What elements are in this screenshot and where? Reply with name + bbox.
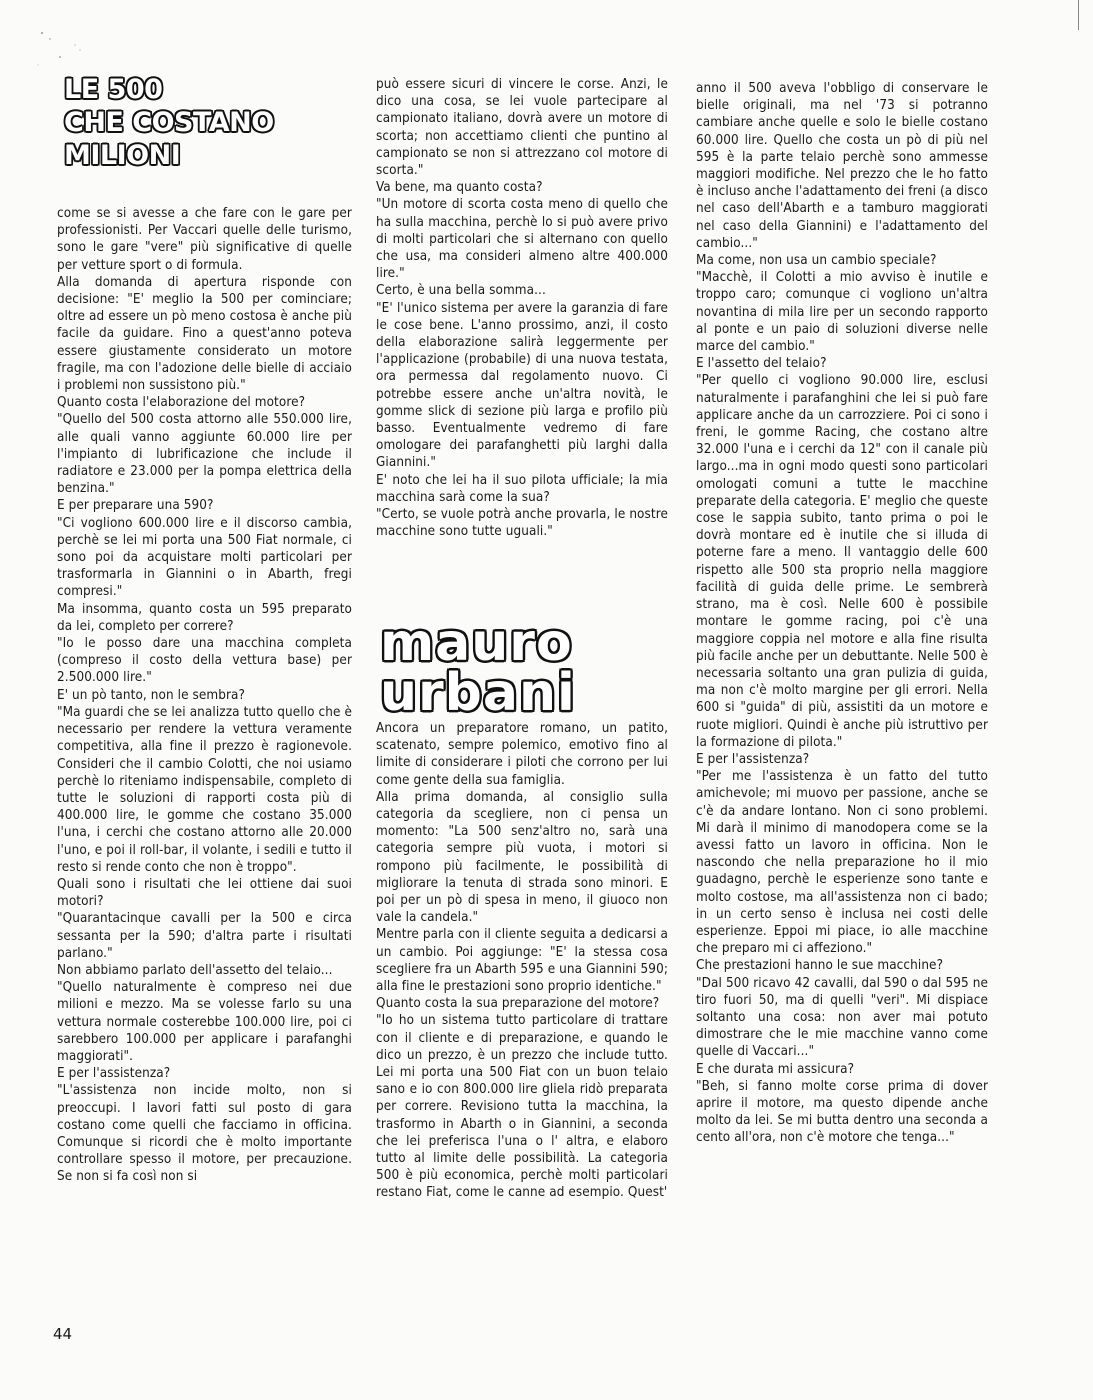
paragraph: Ma insomma, quanto costa un 595 preparato da lei, completo per correre? (57, 601, 352, 634)
paragraph: "Quarantacinque cavalli per la 500 e circa sessanta per la 590; d'altra parte i risultati parlano." (57, 911, 352, 961)
paragraph: Alla prima domanda, al consiglio sulla categoria da scegliere, non ci pensa un momento: "La 500 senz'altro no, sarà una categoria sempre più vuota, i motori si rompono più facilmente, le possibilità di migliorare la tenuta di strada sono minori. E poi per un pò di spesa in meno, il giuoco non vale la candela." (376, 789, 668, 926)
column-2-top (376, 76, 668, 540)
print-specks (20, 15, 100, 75)
paragraph: Alla domanda di apertura risponde con decisione: "E' meglio la 500 per cominciare; oltre ad essere un pò meno costosa è anche più facile da guidare. Fino a quest'anno poteva essere giustamente considerato un motore fragile, ma con l'adozione delle bielle di acciaio i problemi non sussistono più." (57, 274, 352, 394)
paragraph: "Macchè, il Colotti a mio avviso è inutile e troppo caro; comunque ci vogliono un'altra novantina di mila lire per un secondo rapporto al ponte e un paio di soluzioni diverse nelle marce del cambio." (696, 270, 988, 355)
paragraph: Ancora un preparatore romano, un patito, scatenato, sempre polemico, emotivo fino al limite di considerare i piloti che corrono per lui come gente della sua famiglia. (376, 721, 668, 788)
paragraph: può essere sicuri di vincere le corse. Anzi, le dico una cosa, se lei vuole partecipare al campionato italiano, dovrà avere un motore di scorta; non accettiamo clienti che puntino al campionato se non si attrezzano col motore di scorta." (376, 77, 668, 179)
title-line: urbani (380, 663, 576, 723)
paragraph: E' un pò tanto, non le sembra? (57, 687, 246, 703)
paragraph: "L'assistenza non incide molto, non si preoccupi. I lavori fatti sul posto di gara costano come quelli che facciamo in officina. Comunque si ricordi che è molto importante controllare spesso il motore, per precauzione. Se non si fa così non si (57, 1083, 352, 1185)
paragraph: E per preparare una 590? (57, 498, 214, 514)
paragraph: Mentre parla con il cliente seguita a dedicarsi a un cambio. Poi aggiunge: "E' la stessa cosa scegliere fra un Abarth 595 e una Giannini 590; alla fine le prestazioni sono proprio identiche." (376, 927, 668, 995)
paragraph: "Un motore di scorta costa meno di quello che ha sulla macchina, perchè lo si può avere privo di molti particolari che si alternano con quello che usa, ma consideri almeno altre 400.000 lire." (376, 197, 668, 282)
paragraph: Quanto costa l'elaborazione del motore? (57, 395, 306, 411)
paragraph: "Quello del 500 costa attorno alle 550.000 lire, alle quali vanno aggiunte 60.000 lire per l'impianto di lubrificazione che include il radiatore e 23.000 per la pompa elettrica della benzina." (57, 412, 352, 497)
article-title-1 (64, 73, 354, 172)
paragraph: "Io ho un sistema tutto particolare di trattare con il cliente e di preparazione, e quando le dico un prezzo, è un prezzo che include tutto. Lei mi porta una 500 Fiat con un buon telaio sano e io con 800.000 lire gliela ridò preparata per correre. Revisiono tutta la macchina, la trasformo in Abarth o in Giannini, a seconda che lei preferisca l'una o l' altra, e elaboro tutto al limite delle possibilità. La categoria 500 è più economica, perchè molti particolari restano Fiat, come le canne ad esempio. Quest' (376, 1013, 668, 1201)
paragraph: Quanto costa la sua preparazione del motore? (376, 996, 660, 1012)
paragraph: Certo, è una bella somma... (376, 283, 546, 299)
page-edge-mark (1078, 0, 1079, 30)
title-line: CHE COSTANO (64, 107, 274, 138)
title-line: LE 500 (64, 74, 163, 105)
paragraph: E l'assetto del telaio? (696, 356, 827, 372)
paragraph: Va bene, ma quanto costa? (376, 180, 543, 196)
column-3 (696, 80, 988, 1147)
paragraph: E per l'assistenza? (57, 1066, 171, 1082)
paragraph: E che durata mi assicura? (696, 1061, 855, 1077)
paragraph: "Io le posso dare una macchina completa (compreso il costo della vettura base) per 2.500.000 lire." (57, 636, 352, 686)
paragraph: "Per me l'assistenza è un fatto del tutto amichevole; mi muovo per passione, anche se c'è da andare lontano. Non ci sono problemi. Mi darà il minimo di manodopera come se la avessi fatto un lavoro in officina. Non le nascondo che nella preparazione ho il mio guadagno, perchè le esperienze sono tante e molto costose, ma all'assistenza non ci bado; in un certo senso è inclusa nei costi delle esperienze. Eppoi mi piace, io alle macchine che preparo mi ci affeziono." (696, 769, 988, 957)
paragraph: "Certo, se vuole potrà anche provarla, le nostre macchine sono tutte uguali." (376, 507, 668, 540)
article-title-2 (380, 613, 670, 723)
paragraph: Non abbiamo parlato dell'assetto del telaio... (57, 962, 333, 978)
paragraph: anno il 500 aveva l'obbligo di conservare le bielle originali, ma nel '73 si potranno cambiare anche quelle e solo le bielle costano 60.000 lire. Quello che costa un pò di più nel 595 è la parte telaio perchè sono ammesse maggiori modifiche. Nel prezzo che le ho fatto è incluso anche l'adattamento dei freni (a disco nel caso dell'Abarth e a tamburo maggiorati nel caso della Giannini) e l'adattamento del cambio..." (696, 81, 988, 251)
paragraph: come se si avesse a che fare con le gare per professionisti. Per Vaccari quelle delle turismo, sono le gare "vere" più significative di quelle per vetture sport o di formula. (57, 206, 352, 273)
paragraph: "Dal 500 ricavo 42 cavalli, dal 590 o dal 595 ne tiro fuori 50, ma di quelli "veri". Mi dispiace soltanto una cosa: non aver mai potuto dimostrare che le mie macchine vanno come quelle di Vaccari..." (696, 975, 988, 1060)
paragraph: Quali sono i risultati che lei ottiene dai suoi motori? (57, 876, 352, 910)
paragraph: "Ci vogliono 600.000 lire e il discorso cambia, perchè se lei mi porta una 500 Fiat normale, ci sono poi da acquistare molti particolari per trasformarla in Giannini o in Abarth, fregi compresi." (57, 515, 352, 600)
paragraph: "E' l'unico sistema per avere la garanzia di fare le cose bene. L'anno prossimo, anzi, il costo della elaborazione salirà leggermente per l'applicazione (probabile) di una nuova testata, ora permessa dal regolamento nuovo. Ci potrebbe essere anche un'altra novità, le gomme slick di sezione più larga e profilo più basso. Eventualmente vedremo di fare omologare dei parafanghetti più larghi dalla Giannini." (376, 300, 668, 471)
column-1 (57, 205, 352, 1186)
column-2-bottom (376, 720, 668, 1202)
page-number: 44 (53, 1325, 73, 1343)
title-line: mauro (380, 613, 573, 673)
paragraph: E' noto che lei ha il suo pilota ufficiale; la mia macchina sarà come la sua? (376, 472, 668, 505)
paragraph: "Quello naturalmente è compreso nei due milioni e mezzo. Ma se volesse farlo su una vettura normale costerebbe 100.000 lire, poi ci sarebbero 100.000 per applicare i parafanghi maggiorati". (57, 980, 352, 1064)
paragraph: "Per quello ci vogliono 90.000 lire, esclusi naturalmente i parafanghini che lei si può fare applicare anche da un carrozziere. Poi ci sono i freni, le gomme Racing, che costano altre 32.000 l'una e i cerchi da 12" con il canale più largo...ma in ogni modo questi sono particolari omologati comuni a tutte le macchine preparate della categoria. E' meglio che queste cose le sappia subito, tanto prima o poi le dovrà montare ed è inutile che si illuda di poterne fare a meno. Il vantaggio delle 600 rispetto alle 500 sta proprio nella maggiore facilità di guida delle prime. Le sembrerà strano, ma è così. Nelle 600 è possibile montare le gomme racing, poi c'è una maggiore coppia nel motore e alla fine risulta più facile anche per un debuttante. Nelle 500 è necessaria soltanto una gran pulizia di guida, ma non c'è molto margine per gli errori. Nella 600 si "guida" di più, assistiti da un motore e ruote migliori. Quindi è anche più istruttivo per la formazione di pilota." (696, 373, 988, 750)
paragraph: "Beh, si fanno molte corse prima di dover aprire il motore, ma questo dipende anche molto da lei. Se mi butta dentro una seconda a cento all'ora, non c'è motore che tenga..." (696, 1078, 988, 1146)
paragraph: Ma come, non usa un cambio speciale? (696, 253, 937, 269)
paragraph: "Ma guardi che se lei analizza tutto quello che è necessario per rendere la vettura veramente competitiva, alla fine il prezzo è ragionevole. Consideri che il cambio Colotti, che noi usiamo perchè lo riteniamo indispensabile, completo di tutte le soluzioni di rapporti costa più di 400.000 lire, le gomme che costano 35.000 l'una, i cerchi che costano attorno alle 20.000 l'uno, e poi il roll-bar, il volante, i sedili e tutto il resto si rende conto che non è troppo". (57, 704, 352, 875)
paragraph: Che prestazioni hanno le sue macchine? (696, 958, 944, 974)
title-line: MILIONI (64, 140, 181, 171)
paragraph: E per l'assistenza? (696, 751, 810, 767)
